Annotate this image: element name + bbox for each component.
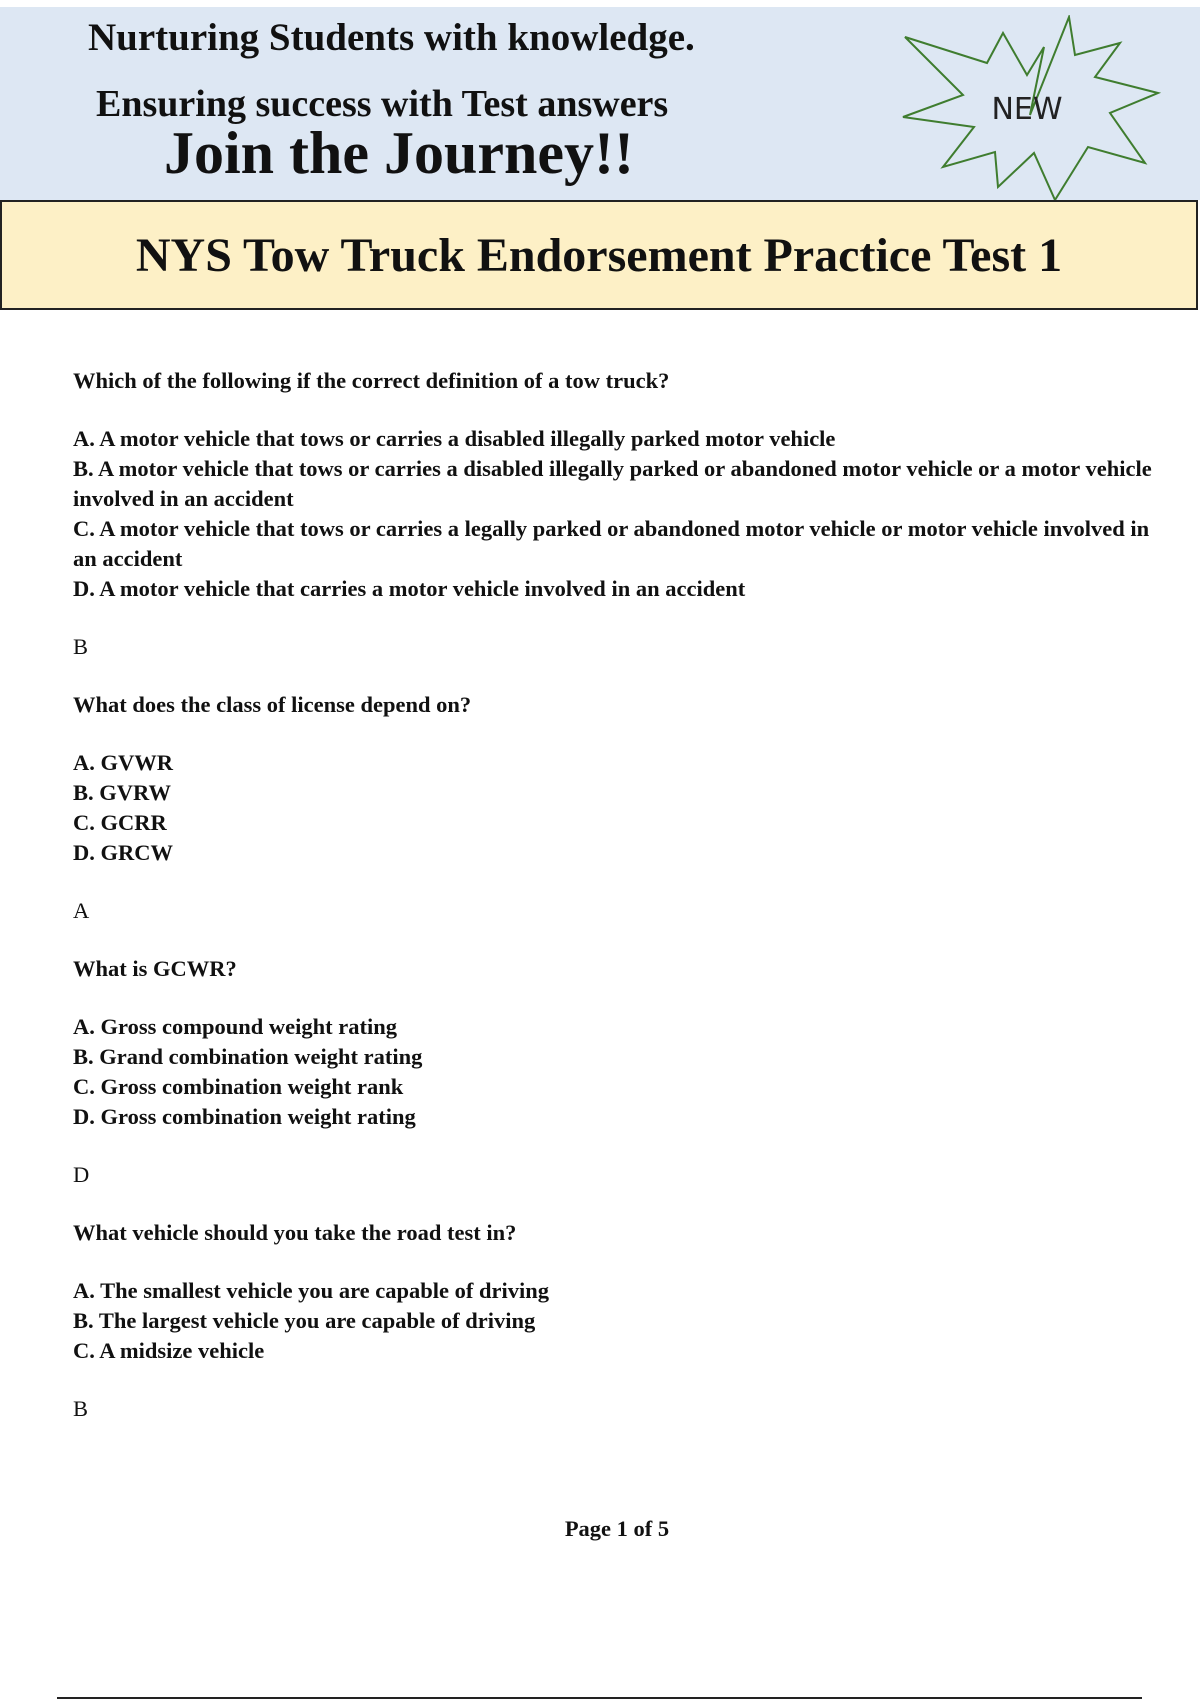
- answer-text: D: [73, 1162, 90, 1187]
- new-starburst-badge: [895, 15, 1165, 205]
- footer-divider: [57, 1697, 1142, 1699]
- answer-text: A: [73, 898, 90, 923]
- question-text: Which of the following if the correct definition of a tow truck?: [73, 368, 670, 393]
- option: C. Gross combination weight rank: [73, 1074, 404, 1099]
- option: C. GCRR: [73, 810, 167, 835]
- option: C. A midsize vehicle: [73, 1338, 265, 1363]
- title-box: [0, 200, 1198, 310]
- question-text: What does the class of license depend on?: [73, 692, 472, 717]
- banner-tagline-line2: Ensuring success with Test answers: [96, 83, 669, 125]
- banner-tagline-line1: Nurturing Students with knowledge.: [88, 16, 695, 59]
- option-list: [73, 424, 1163, 604]
- question-block: [73, 366, 1163, 662]
- option: A. GVWR: [73, 750, 173, 775]
- option: A. The smallest vehicle you are capable of driving: [73, 1278, 550, 1303]
- option: C. A motor vehicle that tows or carries a legally parked or abandoned motor vehicle or motor vehicle involved in an accident: [73, 516, 1150, 571]
- question-block: [73, 690, 1163, 926]
- option-list: [73, 1012, 1163, 1132]
- option: A. A motor vehicle that tows or carries a disabled illegally parked motor vehicle: [73, 426, 836, 451]
- banner-call-to-action: Join the Journey!!: [164, 120, 634, 186]
- question-text: What vehicle should you take the road test in?: [73, 1220, 517, 1245]
- question-text: What is GCWR?: [73, 956, 237, 981]
- question-list: [73, 366, 1163, 1452]
- badge-label: NEW: [991, 92, 1063, 127]
- option-list: [73, 748, 1163, 868]
- option: A. Gross compound weight rating: [73, 1014, 397, 1039]
- answer-text: B: [73, 1396, 89, 1421]
- option: B. Grand combination weight rating: [73, 1044, 423, 1069]
- page-number: Page 1 of 5: [564, 1516, 670, 1541]
- option: B. GVRW: [73, 780, 171, 805]
- question-block: [73, 954, 1163, 1190]
- promo-banner: [0, 7, 1200, 200]
- option: B. A motor vehicle that tows or carries a disabled illegally parked or abandoned motor vehicle or a motor vehicle involved in an accident: [73, 456, 1152, 511]
- option: D. A motor vehicle that carries a motor vehicle involved in an accident: [73, 576, 746, 601]
- option-list: [73, 1276, 1163, 1366]
- question-block: [73, 1218, 1163, 1424]
- option: B. The largest vehicle you are capable of driving: [73, 1308, 536, 1333]
- option: D. Gross combination weight rating: [73, 1104, 416, 1129]
- page-title: NYS Tow Truck Endorsement Practice Test 1: [135, 228, 1063, 282]
- option: D. GRCW: [73, 840, 173, 865]
- answer-text: B: [73, 634, 89, 659]
